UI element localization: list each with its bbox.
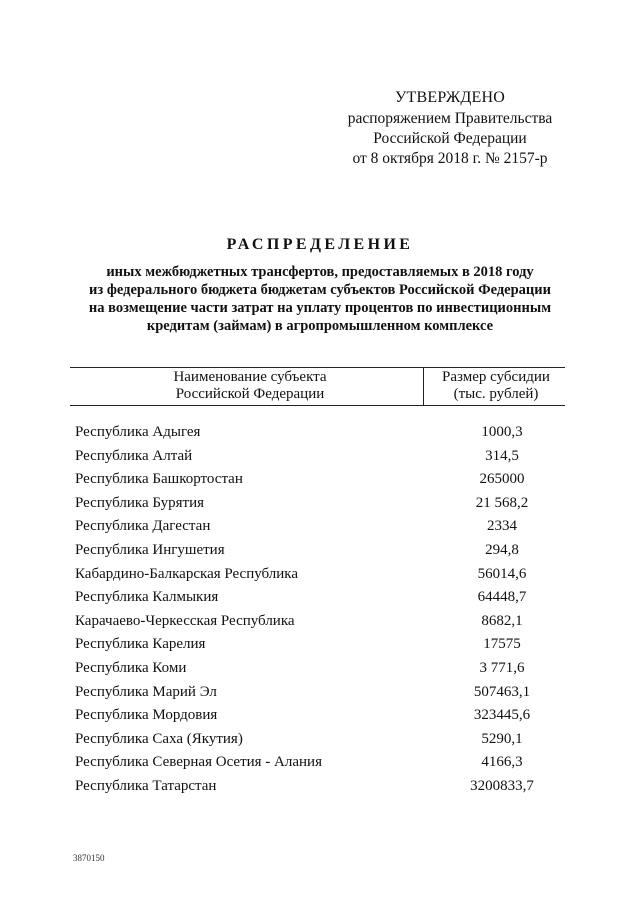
subsidy-amount: 2334	[487, 518, 517, 535]
table-header-rule-top	[70, 367, 565, 368]
document-number: 3870150	[73, 853, 105, 863]
region-name: Республика Северная Осетия - Алания	[75, 754, 322, 771]
subsidy-amount: 64448,7	[477, 589, 527, 606]
region-name: Республика Дагестан	[75, 518, 211, 535]
table-row	[75, 516, 565, 540]
table-row	[75, 540, 565, 564]
table-row	[75, 729, 565, 753]
table-row	[75, 493, 565, 517]
subsidy-amount: 21 568,2	[475, 494, 529, 511]
region-name: Республика Саха (Якутия)	[75, 730, 243, 747]
table-row	[75, 682, 565, 706]
subtitle-line-2: из федерального бюджета бюджетам субъектов Российской Федерации	[89, 282, 551, 298]
subsidy-amount: 1000,3	[481, 424, 523, 440]
subsidy-amount: 323445,6	[473, 707, 531, 724]
region-name: Республика Ингушетия	[75, 541, 225, 558]
table-row	[75, 564, 565, 588]
table-row	[75, 611, 565, 635]
column-header-region-line-2: Российской Федерации	[175, 386, 325, 402]
table-row	[75, 658, 565, 682]
region-name: Республика Татарстан	[75, 777, 217, 794]
table-row	[75, 422, 565, 446]
subsidy-amount: 294,8	[485, 541, 519, 558]
approval-stamp: УТВЕРЖДЕНО	[394, 89, 505, 106]
table-row	[75, 705, 565, 729]
region-name: Республика Адыгея	[75, 424, 201, 440]
region-name: Республика Алтай	[75, 447, 193, 464]
region-name: Республика Бурятия	[75, 494, 205, 511]
subsidy-amount: 17575	[483, 636, 521, 653]
region-name: Республика Карелия	[75, 636, 206, 653]
subsidy-amount: 56014,6	[477, 565, 527, 582]
subsidy-amount: 3200833,7	[470, 777, 534, 794]
region-name: Республика Башкортостан	[75, 471, 243, 488]
table-row	[75, 752, 565, 776]
table-row	[75, 587, 565, 611]
region-name: Республика Калмыкия	[75, 589, 219, 606]
approval-line-1: распоряжением Правительства	[347, 110, 553, 127]
table-row	[75, 634, 565, 658]
subsidy-amount: 314,5	[485, 447, 519, 464]
region-name: Кабардино-Балкарская Республика	[75, 565, 299, 582]
subtitle-line-4: кредитам (займам) в агропромышленном комплексе	[146, 318, 494, 334]
column-header-amount-line-2: (тыс. рублей)	[453, 386, 539, 402]
subsidy-amount: 4166,3	[481, 754, 523, 771]
approval-line-3: от 8 октября 2018 г. № 2157-р	[352, 150, 548, 167]
subtitle-line-3: на возмещение части затрат на уплату процентов по инвестиционным	[88, 300, 552, 316]
column-header-amount	[428, 369, 564, 403]
subsidy-amount: 5290,1	[481, 730, 523, 747]
approval-line-2: Российской Федерации	[373, 130, 527, 147]
subsidy-amount: 265000	[479, 471, 525, 488]
column-header-region-line-1: Наименование субъекта	[173, 369, 327, 385]
subsidy-amount: 507463,1	[473, 683, 531, 700]
region-name: Республика Коми	[75, 659, 187, 676]
table-row	[75, 469, 565, 493]
document-title: РАСПРЕДЕЛЕНИЕ	[226, 236, 414, 253]
table-header-divider	[423, 367, 424, 405]
table-header-rule-bottom	[70, 405, 565, 406]
subtitle-line-1: иных межбюджетных трансфертов, предоставляемых в 2018 году	[106, 264, 534, 280]
column-header-region	[120, 369, 380, 403]
region-name: Карачаево-Черкесская Республика	[75, 612, 295, 629]
column-header-amount-line-1: Размер субсидии	[442, 369, 550, 385]
approval-block	[330, 88, 570, 169]
subsidy-amount: 3 771,6	[479, 659, 525, 676]
region-name: Республика Мордовия	[75, 707, 218, 724]
table-row	[75, 446, 565, 470]
table-body	[75, 422, 565, 800]
subsidy-amount: 8682,1	[481, 612, 523, 629]
document-subtitle	[60, 263, 580, 335]
table-row	[75, 776, 565, 800]
region-name: Республика Марий Эл	[75, 683, 217, 700]
